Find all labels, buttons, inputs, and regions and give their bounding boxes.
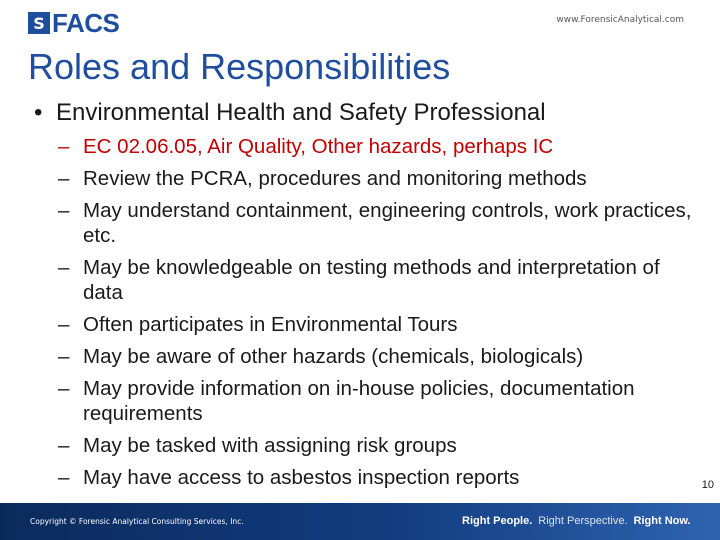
dash-marker: – — [58, 466, 70, 489]
main-bullet-text: Environmental Health and Safety Professional — [56, 99, 546, 126]
dash-marker: – — [58, 377, 70, 400]
page-number: 10 — [701, 479, 714, 491]
sub-bullet-item — [58, 312, 698, 337]
sub-bullet-text: May be tasked with assigning risk groups — [83, 434, 457, 457]
dash-marker: – — [58, 313, 70, 336]
sub-bullet-text: Review the PCRA, procedures and monitoring methods — [83, 167, 587, 190]
sub-bullet-item — [58, 433, 698, 458]
sub-bullet-text: May have access to asbestos inspection reports — [83, 466, 520, 489]
copyright-notice: Copyright © Forensic Analytical Consulting Services, Inc. — [30, 517, 244, 526]
sub-bullet-item — [58, 376, 698, 426]
logo-text: FACS — [52, 7, 120, 38]
dash-marker: – — [58, 345, 70, 368]
slide-title: Roles and Responsibilities — [28, 46, 451, 87]
facs-logo — [28, 8, 119, 38]
dash-marker: – — [58, 256, 70, 279]
sub-bullet-item — [58, 134, 698, 159]
logo-mark-icon: S — [28, 12, 50, 34]
sub-bullet-item — [58, 198, 698, 248]
sub-bullet-text: May provide information on in-house policies, documentation requirements — [83, 377, 635, 425]
tagline-part: Right People. — [462, 515, 533, 527]
sub-bullet-item — [58, 344, 698, 369]
dash-marker: – — [58, 199, 70, 222]
tagline-part: Right Perspective. — [538, 515, 628, 527]
dash-marker: – — [58, 135, 70, 158]
sub-bullet-item — [58, 465, 698, 490]
sub-bullet-list — [58, 134, 698, 497]
sub-bullet-text: Often participates in Environmental Tours — [83, 313, 458, 336]
sub-bullet-text: May be knowledgeable on testing methods and interpretation of data — [83, 256, 660, 304]
sub-bullet-text: EC 02.06.05, Air Quality, Other hazards, perhaps IC — [83, 135, 554, 158]
website-url: www.ForensicAnalytical.com — [556, 15, 684, 25]
footer-bar — [0, 503, 720, 540]
bullet-marker: • — [34, 99, 43, 126]
sub-bullet-item — [58, 166, 698, 191]
footer-tagline — [462, 515, 697, 527]
sub-bullet-text: May understand containment, engineering controls, work practices, etc. — [83, 199, 692, 247]
sub-bullet-text: May be aware of other hazards (chemicals, biologicals) — [83, 345, 584, 368]
tagline-part: Right Now. — [633, 515, 691, 527]
sub-bullet-item — [58, 255, 698, 305]
dash-marker: – — [58, 434, 70, 457]
dash-marker: – — [58, 167, 70, 190]
main-bullet — [34, 99, 546, 127]
